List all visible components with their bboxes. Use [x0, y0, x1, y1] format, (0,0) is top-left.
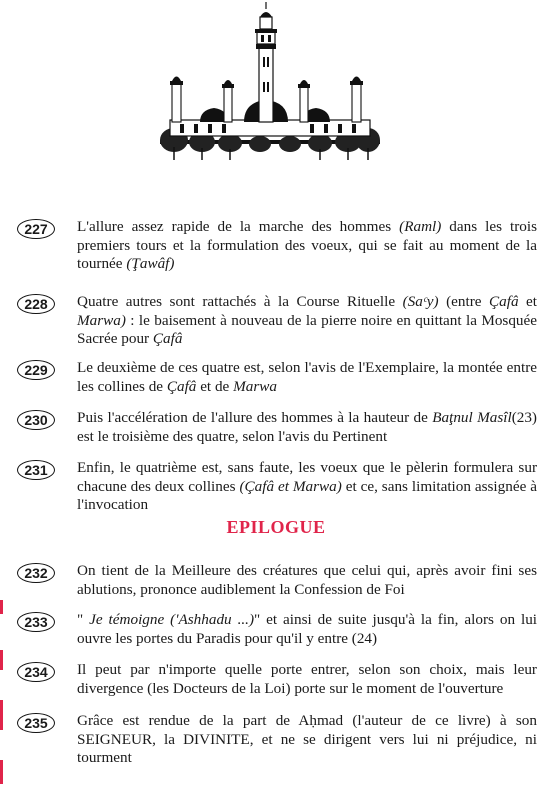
page-edge-mark	[0, 650, 3, 670]
mosque-illustration	[160, 2, 380, 162]
verse-text: Le deuxième de ces quatre est, selon l'avis de l'Exemplaire, la montée entre les collines de Çafâ et de Marwa	[77, 359, 537, 395]
verse-text: Il peut par n'importe quelle porte entrer, selon son choix, mais leur divergence (les Docteurs de la Loi) porte sur le moment de l'ouverture	[77, 661, 537, 697]
verse-231	[17, 459, 537, 515]
page-edge-mark	[0, 700, 3, 730]
page-edge-mark	[0, 600, 3, 614]
verse-234	[17, 661, 537, 698]
verse-232	[17, 562, 537, 599]
verse-number: 235	[17, 713, 55, 733]
page-edge-mark	[0, 760, 3, 784]
verse-text: " Je témoigne ('Ashhadu ...)" et ainsi de suite jusqu'à la fin, alors on lui ouvre les portes du Paradis pour qu'il y entre (24)	[77, 611, 538, 647]
verse-number: 232	[17, 563, 55, 583]
verse-number: 227	[17, 219, 55, 239]
verse-number: 231	[17, 460, 55, 480]
verse-text: On tient de la Meilleure des créatures que celui qui, après avoir fini ses ablutions, prononce audiblement la Confession de Foi	[77, 562, 537, 598]
verse-text: Quatre autres sont rattachés à la Course Rituelle (Saᶜy) (entre Çafâ et Marwa) : le baisement à nouveau de la pierre noire en quittant la Mosquée Sacrée pour Çafâ	[77, 293, 537, 347]
verse-233	[17, 611, 537, 648]
verse-number: 234	[17, 662, 55, 682]
epilogue-heading: EPILOGUE	[226, 517, 326, 537]
verse-230	[17, 409, 537, 446]
verse-text: Grâce est rendue de la part de Aḥmad (l'auteur de ce livre) à son SEIGNEUR, la DIVINITE, et ne se dirigent vers lui ni préjudice, ni tourment	[77, 712, 537, 766]
verse-number: 230	[17, 410, 55, 430]
verse-number: 233	[17, 612, 55, 632]
verse-text: Enfin, le quatrième est, sans faute, les voeux que le pèlerin formulera sur chacune des deux collines (Çafâ et Marwa) et ce, sans limitation assignée à l'invocation	[77, 459, 537, 513]
verse-227	[17, 218, 537, 274]
verse-229	[17, 359, 537, 396]
verse-number: 229	[17, 360, 55, 380]
verse-228	[17, 293, 537, 349]
verse-text: Puis l'accélération de l'allure des hommes à la hauteur de Baţnul Masîl(23) est le troisième des quatre, selon l'avis du Pertinent	[77, 409, 537, 445]
verse-number: 228	[17, 294, 55, 314]
verse-text: L'allure assez rapide de la marche des hommes (Raml) dans les trois premiers tours et la formulation des voeux, qui se fait au moment de la tournée (Ţawâf)	[77, 218, 537, 272]
verse-235	[17, 712, 537, 768]
